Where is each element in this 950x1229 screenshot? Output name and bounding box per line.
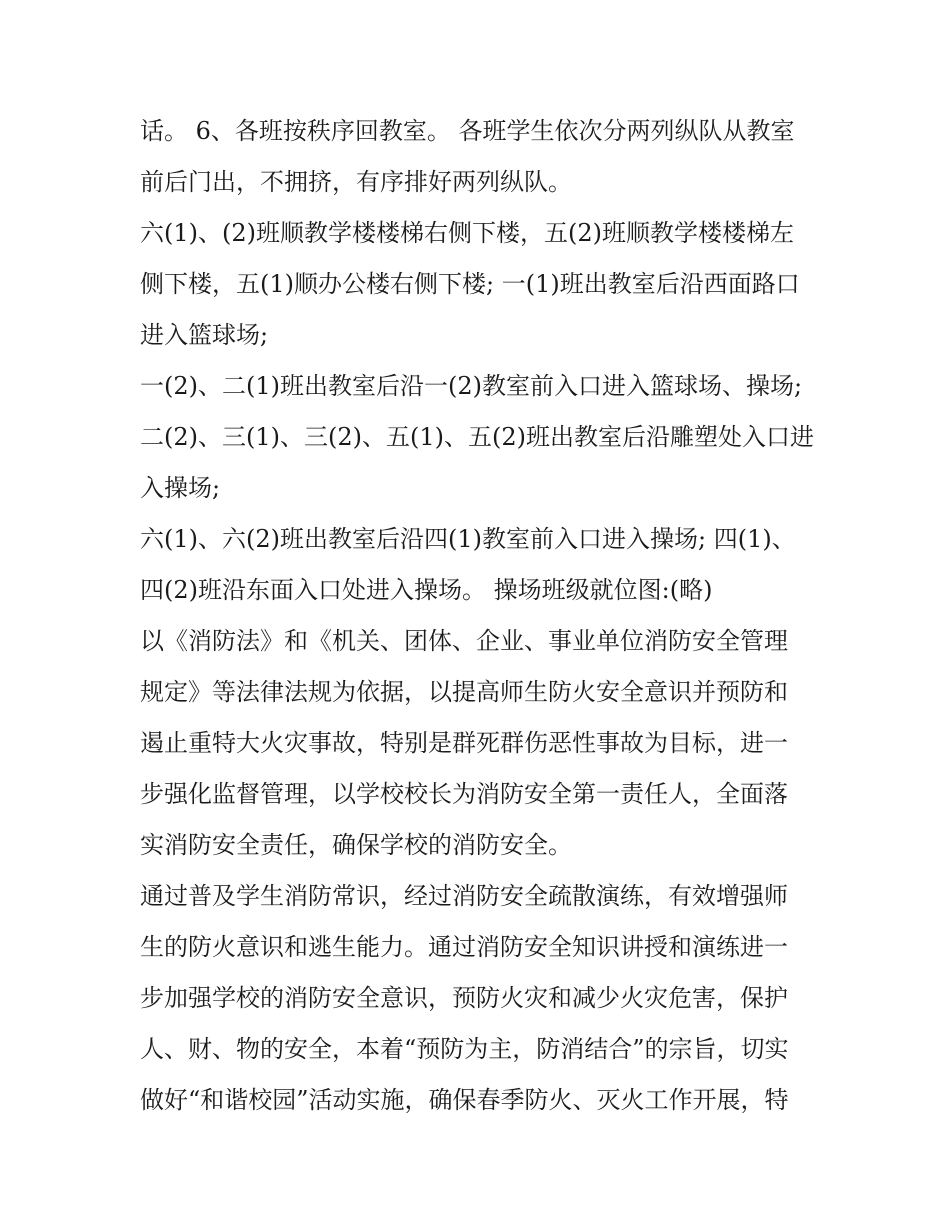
paragraph-class-routes-1: 六(1)、(2)班顺教学楼楼梯右侧下楼，五(2)班顺教学楼楼梯左 侧下楼，五(1)顺办公楼右侧下楼; 一(1)班出教室后沿西面路口 进入篮球场; xyxy=(140,219,800,349)
paragraph-class-routes-2: 一(2)、二(1)班出教室后沿一(2)教室前入口进入篮球场、操场; xyxy=(140,372,803,400)
document-page xyxy=(140,106,820,1126)
paragraph-return-classroom: 话。 6、各班按秩序回教室。 各班学生依次分两列纵队从教室 前后门出，不拥挤，有序排好两列纵队。 xyxy=(140,117,795,196)
paragraph-legal-basis: 以《消防法》和《机关、团体、企业、事业单位消防安全管理 规定》等法律法规为依据，以提高师生防火安全意识并预防和 遏止重特大火灾事故，特别是群死群伤恶性事故为目标，进一 步强化监督管理，以学校校长为消防安全第一责任人，全面落 实消防安全责任，确保学校的消防安全。 xyxy=(140,627,788,859)
paragraph-objectives: 通过普及学生消防常识，经过消防安全疏散演练，有效增强师 生的防火意识和逃生能力。通过消防安全知识讲授和演练进一 步加强学校的消防安全意识，预防火灾和减少火灾危害，保护 人、财、物的安全，本着“预防为主，防消结合”的宗旨，切实 做好“和谐校园”活动实施，确保春季防火、灭火工作开展，特 xyxy=(140,882,789,1114)
paragraph-class-routes-4: 六(1)、六(2)班出教室后沿四(1)教室前入口进入操场; 四(1)、 四(2)班沿东面入口处进入操场。 操场班级就位图:(略) xyxy=(140,525,796,604)
paragraph-class-routes-3: 二(2)、三(1)、三(2)、五(1)、五(2)班出教室后沿雕塑处入口进 入操场; xyxy=(140,423,814,502)
